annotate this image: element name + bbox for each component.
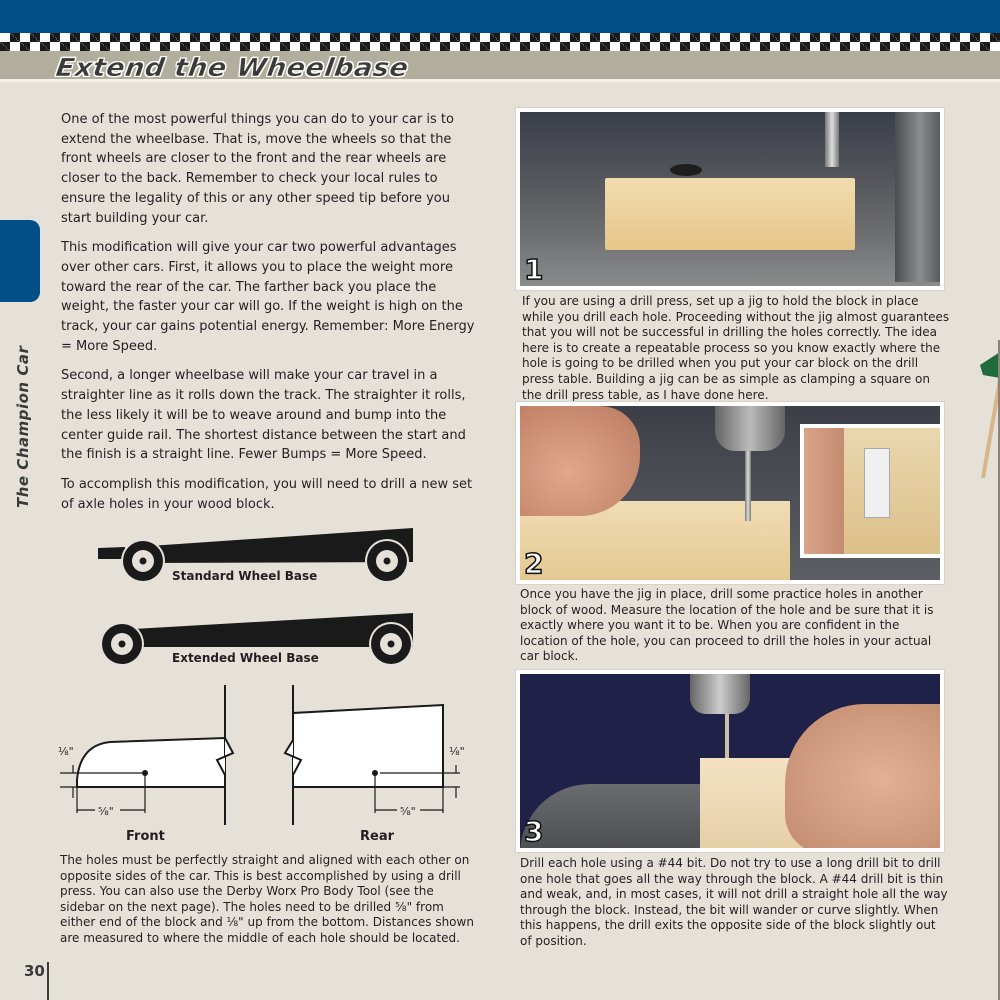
step-2-caption: Once you have the jig in place, drill some practice holes in another block of wood. Measure the location of the hole and be sure that it is exactly where you want it to be. When you are confident in the location of the hole, you can proceed to drill the holes in your actual car block. — [520, 587, 934, 664]
hand — [520, 406, 640, 516]
drill-bit — [825, 112, 839, 167]
step-1-caption: If you are using a drill press, set up a jig to hold the block in place while you drill each hole. Proceeding without the jig almost guarantees that you will not be successful in drilling the holes correctly. The idea here is to create a repeatable process so you know exactly where the hole is going to be drilled when you put your car block on the drill press table. Building a jig can be as simple as clamping a square on the drill press table, as I have done here. — [522, 294, 950, 402]
hand — [785, 704, 940, 848]
rear-length-dimension: ⅝" — [400, 805, 416, 818]
ruler-icon — [864, 448, 890, 518]
rear-height-dimension: ⅛" — [449, 745, 465, 758]
front-length-dimension: ⅝" — [98, 805, 114, 818]
section-label: The Champion Car — [14, 345, 32, 508]
paragraph: To accomplish this modification, you will need to drill a new set of axle holes in your wood block. — [61, 476, 473, 512]
section-tab — [0, 220, 40, 302]
step-3-photo — [516, 670, 944, 852]
checkered-flag-strip — [0, 33, 1000, 51]
page-number-rule — [47, 962, 49, 1000]
step-number: 3 — [524, 815, 544, 848]
page-title: Extend the Wheelbase — [54, 53, 411, 82]
paragraph: One of the most powerful things you can do to your car is to extend the wheelbase. That is, move the wheels so that the front wheels are closer to the front and the rear wheels are closer to the back. Remember to check your local rules to ensure the legality of this or any other speed tip before you start building your car. — [61, 112, 454, 226]
pennant-flag-icon — [975, 340, 1000, 490]
drill-bit — [745, 451, 751, 521]
intro-text — [61, 110, 481, 524]
step-2-photo — [516, 402, 944, 584]
paragraph: Second, a longer wheelbase will make your car travel in a straighter line as it rolls down the track. The straighter it rolls, the less likely it will be to weave around and bump into the center guide rail. The shortest distance between the start and the finish is a straight line. Fewer Bumps = More Speed. — [61, 368, 466, 463]
front-label: Front — [126, 829, 165, 844]
paragraph: This modification will give your car two powerful advantages over other cars. First, it allows you to place the weight more toward the rear of the car. The farther back you place the weight, the faster your car will go. If the weight is high on the track, your car gains potential energy. Remember: More Energy = More Speed. — [61, 240, 475, 354]
measurement-inset-photo — [800, 424, 940, 558]
hole-instructions: The holes must be perfectly straight and aligned with each other on opposite sides of the car. This is best accomplished by using a drill press. You can also use the Derby Worx Pro Body Tool (see the sidebar on the next page). The holes need to be drilled ⅝" from either end of the block and ⅛" up from the bottom. Distances shown are measured to where the middle of each hole should be located. — [60, 853, 474, 945]
wood-block — [605, 178, 855, 250]
step-number: 1 — [524, 253, 544, 286]
step-3-caption: Drill each hole using a #44 bit. Do not try to use a long drill bit to drill one hole that goes all the way through the block. A #44 drill bit is thin and weak, and, in most cases, it will not drill a straight hole all the way through the block. Instead, the bit will wander or curve slightly. When this happens, the drill exits the opposite side of the block slightly out of position. — [520, 856, 948, 948]
header-band — [0, 0, 1000, 33]
front-height-dimension: ⅛" — [58, 745, 74, 758]
standard-wheelbase-label: Standard Wheel Base — [172, 569, 318, 583]
step-1-photo — [516, 108, 944, 290]
step-number: 2 — [524, 547, 544, 580]
extended-wheelbase-label: Extended Wheel Base — [172, 651, 319, 665]
page-number: 30 — [24, 962, 45, 980]
rear-label: Rear — [360, 829, 395, 844]
